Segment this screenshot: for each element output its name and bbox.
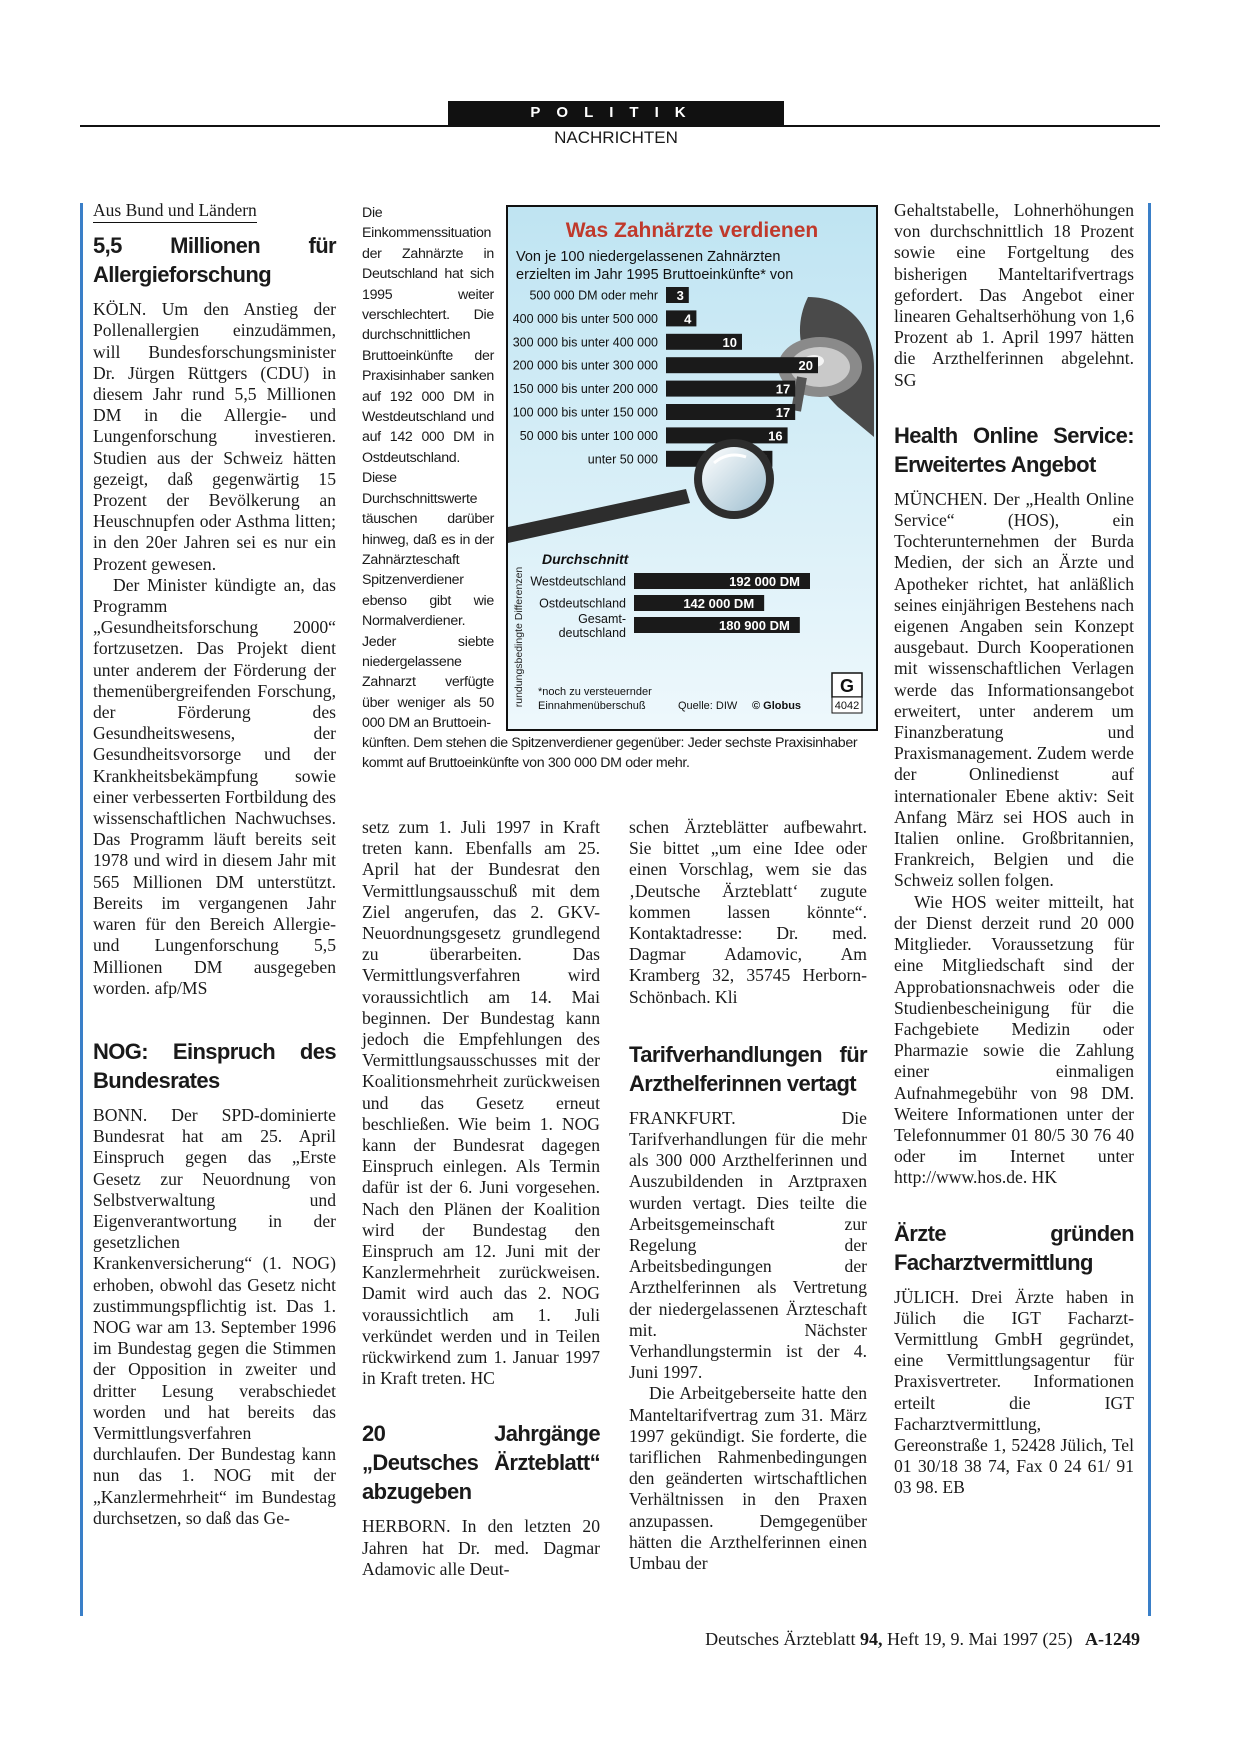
- footer-page: A-1249: [1085, 1629, 1140, 1649]
- signature: SG: [894, 369, 917, 390]
- column-rule-right: [1148, 203, 1151, 1616]
- column-2: [362, 817, 600, 1580]
- section-label: POLITIK: [448, 101, 784, 125]
- kicker: Aus Bund und Ländern: [93, 200, 257, 223]
- paragraph: Wie HOS weiter mitteilt, hat der Dienst derzeit rund 20 000 Mitglieder. Voraussetzung für eine Mitgliedschaft sind der Approbationsnachweis oder die Studienbescheinigung für die Fachgebiete Medizin oder Pharmazie sowie die Zahlung einer einmaligen Aufnahmegebühr von 98 DM. Weitere Informationen unter der Telefonnummer 01 80/5 30 76 40 oder im Internet unter http://www.hos.de. HK: [894, 891, 1134, 1188]
- bar-value-label: 20: [798, 358, 813, 374]
- chart-subtitle-line-1: Von je 100 niedergelassenen Zahnärzten: [516, 249, 781, 265]
- paragraph: Die Arbeitgeberseite hatte den Manteltarifvertrag zum 31. März 1997 gekündigt. Sie forderte, die tariflichen Rahmenbedingungen den geänderten wirtschaftlichen Verhältnissen in den Praxen anzupassen. Demgegenüber hätten die Arzthelferinnen einen Umbau der: [629, 1383, 867, 1574]
- column-3: [629, 817, 867, 1574]
- signature: Kli: [715, 986, 738, 1007]
- chart-caption: Die Einkommenssituation der Zahnärzte in Deutschland hat sich 1995 weiter verschlechtert. Die durchschnittlichen Bruttoeinkünfte der Praxisinhaber sanken auf 192 000 DM in Westdeutschland und auf 142 000 DM in Ostdeutschland. Diese Durchschnittswerte täuschen darüber hinweg, daß es in der Zahnärzteschaft Spitzenverdiener ebenso gibt wie Normalverdiener. Jeder siebte niedergelassene Zahnarzt verfügte über weniger als 50 000 DM an Bruttoein-: [362, 205, 494, 732]
- chart-side-note: rundungsbedingte Differenzen: [513, 566, 525, 708]
- chart-background: [508, 207, 876, 729]
- average-value-label: 142 000 DM: [683, 596, 755, 611]
- headline-allergie: 5,5 Millionen für Allergieforschung: [93, 233, 336, 288]
- chart-subtitle-line-2: erzielten im Jahr 1995 Bruttoeinkünfte* von: [516, 267, 794, 283]
- paragraph: MÜNCHEN. Der „Health Online Service“ (HOS), ein Tochterunternehmen der Burda Medien, der sich an Ärzte und Apotheker richtet, hat anläßlich seines einjährigen Bestehens nach eigenen Angaben sein Konzept ausgebaut. Durch Kooperationen mit wissenschaftlichen Verlagen werde das Informationsangebot erweitert, unter anderem um Finanzberatung und Praxismanagement. Zudem werde der Onlinedienst auf internationaler Ebene aktiv: Seit Anfang März sei HOS auch in Italien online. Großbritannien, Frankreich, Belgien und die Schweiz sollen folgen.: [894, 488, 1134, 891]
- bar-value-label: 4: [684, 311, 692, 327]
- average-category-label: Westdeutschland: [530, 574, 626, 589]
- bar-category-label: 500 000 DM oder mehr: [529, 288, 658, 303]
- signature: EB: [942, 1477, 965, 1498]
- paragraph: KÖLN. Um den Anstieg der Pollenallergien einzudämmen, will Bundesforschungsminister Dr. Jürgen Rüttgers (CDU) in diesem Jahr rund 5,5 Millionen DM in die Allergie- und Lungenforschung investieren. Studien aus der Schweiz hätten gezeigt, daß gegenwärtig 15 Prozent der Bevölkerung an Heuschnupfen oder Asthma litten; in den 20er Jahren sei es nur ein Prozent gewesen.: [93, 299, 336, 574]
- headline-facharzt: Ärzte gründen Facharztvermittlung: [894, 1220, 1134, 1275]
- footer-issue: Heft 19, 9. Mai 1997 (25): [887, 1629, 1073, 1649]
- bar-category-label: 400 000 bis unter 500 000: [512, 311, 658, 326]
- header-rule: [80, 125, 1160, 127]
- paragraph: Der Minister kündigte an, das Programm „Gesundheitsforschung 2000“ fortzusetzen. Das Projekt dient unter anderem der Förderung der themenübergreifenden Forschung, der Förderung des Gesundheitswesens, der Gesundheitsvorsorge und der Krankheitsbekämpfung sowie einer verbesserten Fortbildung des wissenschaftlichen Nachwuchses. Das Programm läuft bereits seit 1978 und wird in diesem Jahr mit 565 Millionen DM unterstützt. Bereits im vergangenen Jahr waren für den Bereich Allergie- und Lungenforschung 5,5 Millionen DM ausgegeben worden. afp/MS: [93, 574, 336, 998]
- column-rule-left: [80, 203, 83, 1616]
- footer-journal: Deutsches Ärzteblatt: [705, 1629, 856, 1649]
- bar: [666, 357, 818, 373]
- chart-footnote-line-1: *noch zu versteuernder: [538, 686, 652, 698]
- bar-value-label: 3: [676, 288, 684, 303]
- paragraph: setz zum 1. Juli 1997 in Kraft treten kann. Ebenfalls am 25. April hat der Bundesrat den Vermittlungsausschuß mit dem Ziel angerufen, das 2. GKV-Neuordnungsgesetz grundlegend zu überarbeiten. Das Vermittlungsverfahren wird voraussichtlich am 14. Mai beginnen. Der Bundestag kann jedoch die Empfehlungen des Vermittlungsausschusses mit der Koalitionsmehrheit zurückweisen und das Gesetz erneut beschließen. Wie beim 1. NOG kann der Bundesrat dagegen Einspruch einlegen. Als Termin dafür ist der 6. Juni vorgesehen. Nach den Plänen der Koalition wird der Bundestag den Einspruch am 12. Juni mit der Kanzlermehrheit zurückweisen. Damit wird auch das 2. NOG voraussichtlich am 1. Juli verkündet werden und in Teilen rückwirkend zum 1. Januar 1997 in Kraft treten. HC: [362, 817, 600, 1389]
- column-1: [93, 200, 336, 1529]
- income-chart: [506, 205, 878, 731]
- paragraph: HERBORN. In den letzten 20 Jahren hat Dr. med. Dagmar Adamovic alle Deut-: [362, 1516, 600, 1579]
- footer-volume: 94,: [860, 1629, 883, 1649]
- bar-category-label: 100 000 bis unter 150 000: [512, 405, 658, 420]
- chart-footnote-line-2: Einnahmenüberschuß: [538, 700, 646, 712]
- signature: HC: [470, 1368, 495, 1389]
- bar-category-label: 50 000 bis unter 100 000: [519, 428, 658, 443]
- subsection-label: NACHRICHTEN: [554, 128, 678, 147]
- headline-aerzteblatt: 20 Jahrgänge „Deutsches Ärzteblatt“ abzugeben: [362, 1421, 600, 1505]
- bar-value-label: 10: [722, 334, 737, 350]
- bar-category-label: 150 000 bis unter 200 000: [512, 382, 658, 397]
- chart-svg: [508, 207, 876, 729]
- chart-source: Quelle: DIW: [678, 700, 738, 712]
- chart-graphic-id: 4042: [834, 700, 860, 712]
- bar-category-label: unter 50 000: [587, 452, 658, 467]
- signature: HK: [1031, 1167, 1058, 1188]
- paragraph: JÜLICH. Drei Ärzte haben in Jülich die IGT Facharzt-Vermittlung GmbH gegründet, eine Vermittlungsagentur für Praxisvertreter. Informationen erteilt die IGT Facharztvermittlung, Gereonstraße 1, 52428 Jülich, Tel 01 30/18 38 74, Fax 0 24 61/ 91 03 98. EB: [894, 1286, 1134, 1498]
- average-category-label: Gesamt-: [578, 612, 626, 626]
- svg-text:G: G: [839, 676, 855, 696]
- paragraph: schen Ärzteblätter aufbewahrt. Sie bittet „um eine Idee oder einen Vorschlag, wem sie das ‚Deutsche Ärzteblatt‘ zugute kommen lassen könnte“. Kontaktadresse: Dr. med. Dagmar Adamovic, Am Kramberg 32, 35745 Herborn-Schönbach. Kli: [629, 817, 867, 1007]
- bar-value-label: 17: [775, 381, 791, 397]
- chart-title: Was Zahnärzte verdienen: [565, 219, 819, 242]
- column-4: [894, 200, 1134, 1499]
- paragraph: Gehaltstabelle, Lohnerhöhungen von durchschnittlich 18 Prozent sowie eine Fortgeltung des bisherigen Manteltarifvertrags gefordert. Das Angebot einer linearen Gehaltserhöhung von 1,6 Prozent ab 1. April 1997 hätten die Arzthelferinnen abgelehnt. SG: [894, 200, 1134, 390]
- average-category-label: Ostdeutschland: [539, 596, 626, 611]
- headline-nog: NOG: Einspruch des Bundesrates: [93, 1038, 336, 1093]
- bar-category-label: 300 000 bis unter 400 000: [512, 335, 658, 350]
- chart-caption-tail: künften. Dem stehen die Spitzenverdiener gegenüber: Jeder sechste Praxisinhaber kommt auf Bruttoeinkünfte von 300 000 DM oder mehr.: [362, 735, 858, 772]
- paragraph: FRANKFURT. Die Tarifverhandlungen für die mehr als 300 000 Arzthelferinnen und Auszubildenden in Arztpraxen wurden vertagt. Dies teilte die Arbeitsgemeinschaft zur Regelung der Arbeitsbedingungen der Arzthelferinnen als Vertretung der niedergelassenen Ärzteschaft mit. Nächster Verhandlungstermin ist der 4. Juni 1997.: [629, 1107, 867, 1383]
- bar-value-label: 17: [775, 405, 791, 420]
- paragraph: BONN. Der SPD-dominierte Bundesrat hat am 25. April Einspruch gegen das „Erste Gesetz zur Neuordnung von Selbstverwaltung und Eigenverantwortung in der gesetzlichen Krankenversicherung“ (1. NOG) erhoben, obwohl das Gesetz nicht zustimmungspflichtig ist. Das 1. NOG war am 13. September 1996 im Bundestag gegen die Stimmen der Opposition in zweiter und dritter Lesung verabschiedet worden und hat bereits das Vermittlungsverfahren durchlaufen. Der Bundestag kann nun das 1. NOG mit der „Kanzlermehrheit“ im Bundestag durchsetzen, so daß das Ge-: [93, 1104, 336, 1528]
- bar-category-label: 200 000 bis unter 300 000: [512, 358, 658, 373]
- headline-tarif: Tarifverhandlungen für Arzthelferinnen vertagt: [629, 1041, 867, 1096]
- average-value-label: 180 900 DM: [718, 618, 790, 633]
- average-category-label-cont: deutschland: [558, 626, 626, 640]
- headline-hos: Health Online Service: Erweitertes Angebot: [894, 422, 1134, 477]
- signature: afp/MS: [154, 977, 208, 998]
- average-value-label: 192 000 DM: [729, 574, 800, 589]
- chart-credit: © Globus: [752, 700, 802, 712]
- average-heading: Durchschnitt: [542, 551, 629, 567]
- bar: [666, 310, 696, 326]
- bar-value-label: 16: [768, 428, 783, 444]
- page-footer: [640, 1629, 1140, 1650]
